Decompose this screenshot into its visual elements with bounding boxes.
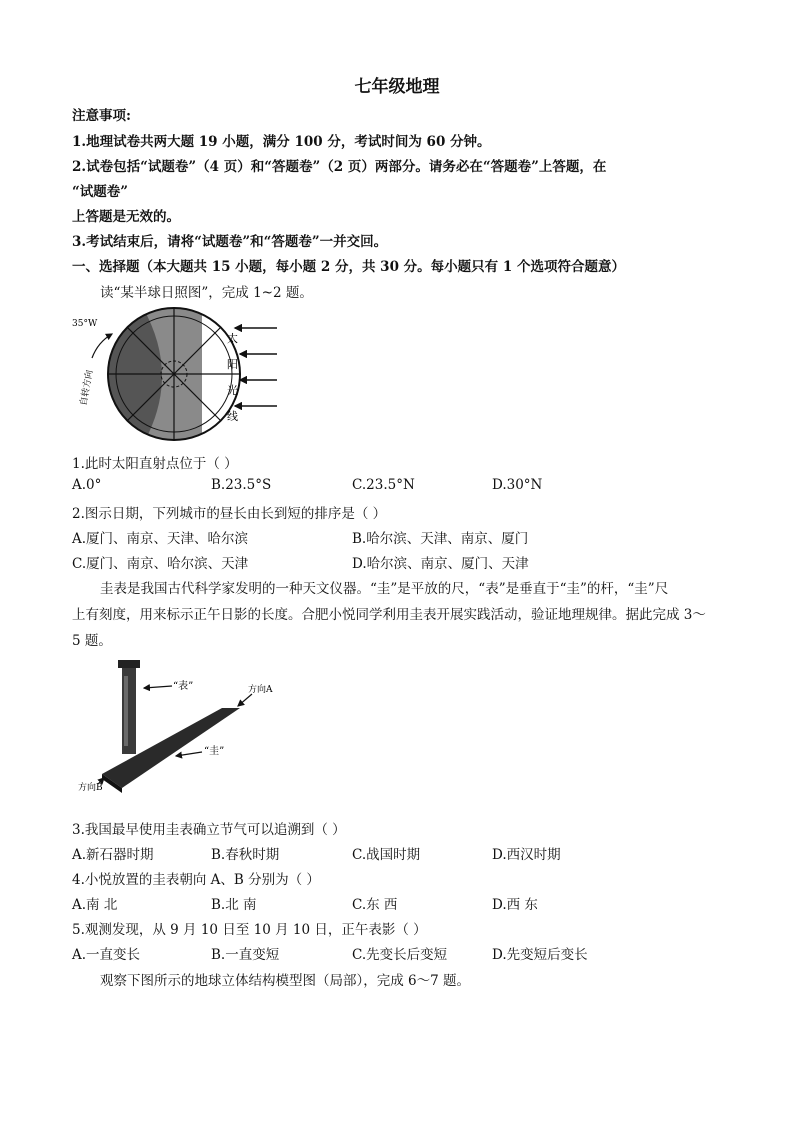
sun-ray-arrows [235, 328, 277, 406]
passage-gui-line-3: 5 题。 [72, 633, 112, 649]
rotation-arrow-icon [92, 334, 112, 358]
sun-char-2: 阳 [227, 358, 238, 371]
q5-option-c[interactable]: C.先变长后变短 [352, 947, 448, 963]
q3-option-b[interactable]: B.春秋时期 [211, 847, 280, 863]
passage-gui-line-2: 上有刻度，用来标示正午日影的长度。合肥小悦同学利用圭表开展实践活动，验证地理规律。据此完成 3～ [72, 607, 706, 623]
q3-option-d[interactable]: D.西汉时期 [492, 847, 561, 863]
notice-line-4: 上答题是无效的。 [72, 209, 180, 225]
biao-label: “表” [173, 681, 194, 692]
section-heading: 一、选择题（本大题共 15 小题，每小题 2 分，共 30 分。每小题只有 1 个选项符合题意） [72, 259, 625, 275]
q5-stem: 5.观测发现，从 9 月 10 日至 10 月 10 日，正午表影（ ） [72, 922, 427, 938]
q4-option-d[interactable]: D.西 东 [492, 897, 538, 913]
hemisphere-illumination-diagram [72, 306, 290, 444]
q5-option-a[interactable]: A.一直变长 [72, 947, 141, 963]
notice-line-5: 3.考试结束后，请将“试题卷”和“答题卷”一并交回。 [72, 234, 388, 250]
q1-option-a[interactable]: A.0° [72, 477, 102, 493]
passage-gui-line-1: 圭表是我国古代科学家发明的一种天文仪器。“圭”是平放的尺，“表”是垂直于“圭”的杆，“圭”尺 [100, 581, 669, 597]
notice-line-1: 1.地理试卷共两大题 19 小题，满分 100 分，考试时间为 60 分钟。 [72, 134, 491, 150]
longitude-label: 35°W [72, 319, 98, 329]
q5-option-b[interactable]: B.一直变短 [211, 947, 280, 963]
notice-heading: 注意事项: [72, 108, 131, 124]
q4-option-c[interactable]: C.东 西 [352, 897, 398, 913]
q1-option-c[interactable]: C.23.5°N [352, 477, 415, 493]
direction-a-label: 方向A [248, 685, 273, 695]
q5-option-d[interactable]: D.先变短后变长 [492, 947, 588, 963]
intro-q1-2: 读“某半球日照图”，完成 1~2 题。 [100, 285, 313, 301]
page-title: 七年级地理 [354, 77, 440, 97]
q3-stem: 3.我国最早使用圭表确立节气可以追溯到（ ） [72, 822, 346, 838]
q4-option-b[interactable]: B.北 南 [211, 897, 257, 913]
q3-option-c[interactable]: C.战国时期 [352, 847, 421, 863]
sun-char-3: 光 [227, 384, 238, 397]
q1-option-b[interactable]: B.23.5°S [211, 477, 272, 493]
rotation-direction-label: 自转方向 [79, 369, 96, 407]
notice-line-2: 2.试卷包括“试题卷”（4 页）和“答题卷”（2 页）两部分。请务必在“答题卷”上答题，在 [72, 159, 607, 175]
sun-char-1: 太 [227, 332, 238, 345]
gui-label: “圭” [204, 746, 225, 757]
q2-option-a[interactable]: A.厦门、南京、天津、哈尔滨 [72, 531, 249, 547]
q2-stem: 2.图示日期，下列城市的昼长由长到短的排序是（ ） [72, 506, 387, 522]
q4-option-a[interactable]: A.南 北 [72, 897, 118, 913]
q1-option-d[interactable]: D.30°N [492, 477, 543, 493]
q2-option-c[interactable]: C.厦门、南京、哈尔滨、天津 [72, 556, 249, 572]
q4-stem: 4.小悦放置的圭表朝向 A、B 分别为（ ） [72, 872, 320, 888]
notice-line-3: “试题卷” [72, 184, 129, 200]
q2-option-d[interactable]: D.哈尔滨、南京、厦门、天津 [352, 556, 529, 572]
direction-b-label: 方向B [78, 783, 103, 793]
q3-option-a[interactable]: A.新石器时期 [72, 847, 154, 863]
sun-char-4: 线 [227, 410, 238, 423]
q2-option-b[interactable]: B.哈尔滨、天津、南京、厦门 [352, 531, 529, 547]
q1-stem: 1.此时太阳直射点位于（ ） [72, 456, 238, 472]
gnomon-diagram [72, 656, 284, 798]
intro-q6-7: 观察下图所示的地球立体结构模型图（局部），完成 6～7 题。 [100, 973, 471, 989]
